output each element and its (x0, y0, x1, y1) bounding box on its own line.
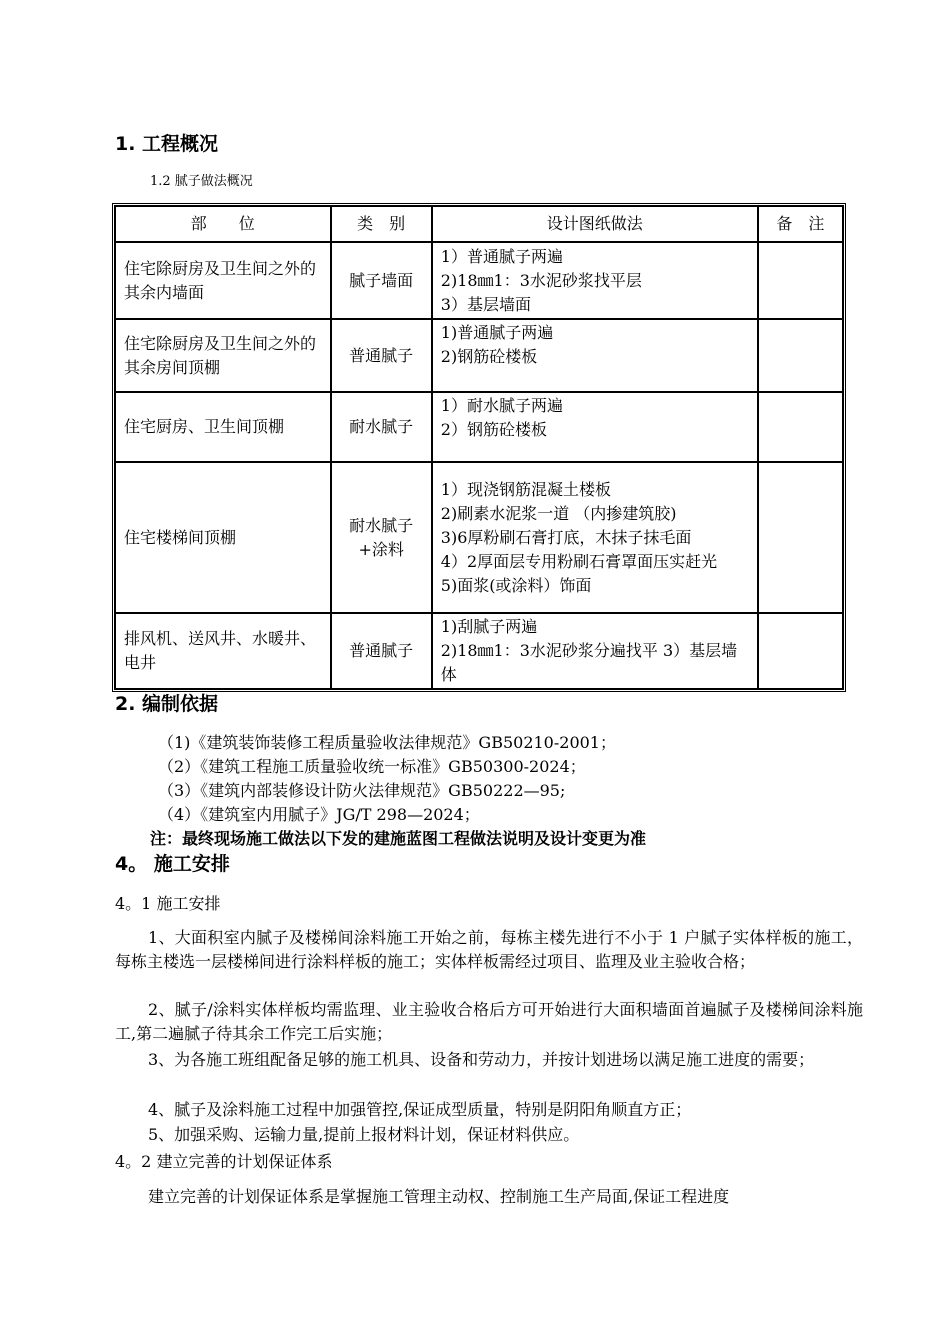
arrangement-paragraph: 3、为各施工班组配备足够的施工机具、设备和劳动力，并按计划进场以满足施工进度的需要； (148, 1050, 815, 1069)
cell-location: 住宅除厨房及卫生间之外的其余内墙面 (115, 242, 331, 319)
method-step: 3）基层墙面 (440, 294, 531, 314)
method-step: 3)6厚粉刷石膏打底，木抹子抹毛面 (440, 527, 692, 547)
cell-location: 排风机、送风井、水暖井、电井 (115, 613, 331, 689)
arrangement-paragraph: 1、大面积室内腻子及楼梯间涂料施工开始之前，每栋主楼先进行不小于 1 户腻子实体样板的施工，每栋主楼选一层楼梯间进行涂料样板的施工；实体样板需经过项目、监理及业主验收合格； (115, 928, 863, 971)
section-2-title: 2. 编制依据 (115, 693, 219, 715)
plan-paragraph: 建立完善的计划保证体系是掌握施工管理主动权、控制施工生产局面,保证工程进度 (148, 1187, 730, 1206)
arrangement-paragraph: 4、腻子及涂料施工过程中加强管控,保证成型质量，特别是阴阳角顺直方正； (148, 1100, 692, 1119)
table-row (115, 462, 843, 613)
arrangement-paragraph: 5、加强采购、运输力量,提前上报材料计划，保证材料供应。 (148, 1125, 580, 1144)
cell-method (432, 392, 758, 462)
header-type: 类 别 (331, 206, 432, 242)
method-step: 2）钢筋砼楼板 (440, 420, 547, 439)
header-note: 备 注 (758, 206, 843, 242)
basis-item: （2）《建筑工程施工质量验收统一标准》GB50300-2024； (158, 757, 586, 776)
cell-type: 普通腻子 (331, 319, 432, 392)
arrangement-paragraph: 2、腻子/涂料实体样板均需监理、业主验收合格后方可开始进行大面积墙面首遍腻子及楼梯间涂料施工,第二遍腻子待其余工作完工后实施； (115, 1000, 863, 1043)
basis-item: （1)《建筑装饰装修工程质量验收法律规范》GB50210-2001； (158, 733, 616, 752)
cell-type: 耐水腻子+涂料 (331, 462, 432, 613)
cell-note (758, 319, 843, 392)
table-row (115, 392, 843, 462)
cell-type: 普通腻子 (331, 613, 432, 689)
basis-item: （4）《建筑室内用腻子》JG/T 298—2024； (158, 805, 480, 824)
header-method: 设计图纸做法 (432, 206, 758, 242)
cell-location: 住宅楼梯间顶棚 (115, 462, 331, 613)
cell-location: 住宅除厨房及卫生间之外的其余房间顶棚 (115, 319, 331, 392)
basis-item: （3）《建筑内部装修设计防火法律规范》GB50222—95; (158, 781, 566, 800)
table-row (115, 242, 843, 319)
method-step: 2)刷素水泥浆一道 （内掺建筑胶) (440, 503, 677, 523)
subsection-4-1-title: 4。1 施工安排 (115, 894, 221, 913)
cell-method (432, 319, 758, 392)
cell-location: 住宅厨房、卫生间顶棚 (115, 392, 331, 462)
cell-note (758, 613, 843, 689)
cell-type: 腻子墙面 (331, 242, 432, 319)
putty-method-table (112, 203, 846, 692)
method-step: 1)普通腻子两遍 (440, 323, 554, 342)
cell-note (758, 242, 843, 319)
method-step: 1）现浇钢筋混凝土楼板 (440, 479, 611, 499)
method-step: 1）普通腻子两遍 (440, 246, 563, 266)
method-step: 1)刮腻子两遍 (440, 617, 538, 636)
method-step: 2)18㎜1：3水泥砂浆找平层 (440, 270, 642, 290)
method-step: 2)18㎜1：3水泥砂浆分遍找平 3）基层墙体 (440, 641, 738, 684)
cell-note (758, 392, 843, 462)
subsection-title: 1.2 腻子做法概况 (150, 174, 253, 189)
method-step: 2)钢筋砼楼板 (440, 347, 538, 366)
section-4-title: 4。 施工安排 (115, 853, 230, 875)
cell-method (432, 462, 758, 613)
table-row (115, 613, 843, 689)
section-1-title: 1. 工程概况 (115, 133, 219, 155)
method-step: 4）2厚面层专用粉刷石膏罩面压实赶光 (440, 551, 718, 571)
table-row (115, 319, 843, 392)
cell-method (432, 242, 758, 319)
subsection-4-2-title: 4。2 建立完善的计划保证体系 (115, 1152, 333, 1171)
header-location: 部 位 (115, 206, 331, 242)
table-header-row (115, 206, 843, 242)
method-step: 5)面浆(或涂料）饰面 (440, 575, 592, 595)
cell-note (758, 462, 843, 613)
cell-method (432, 613, 758, 689)
basis-note: 注：最终现场施工做法以下发的建施蓝图工程做法说明及设计变更为准 (150, 829, 647, 848)
method-step: 1）耐水腻子两遍 (440, 396, 563, 415)
cell-type: 耐水腻子 (331, 392, 432, 462)
